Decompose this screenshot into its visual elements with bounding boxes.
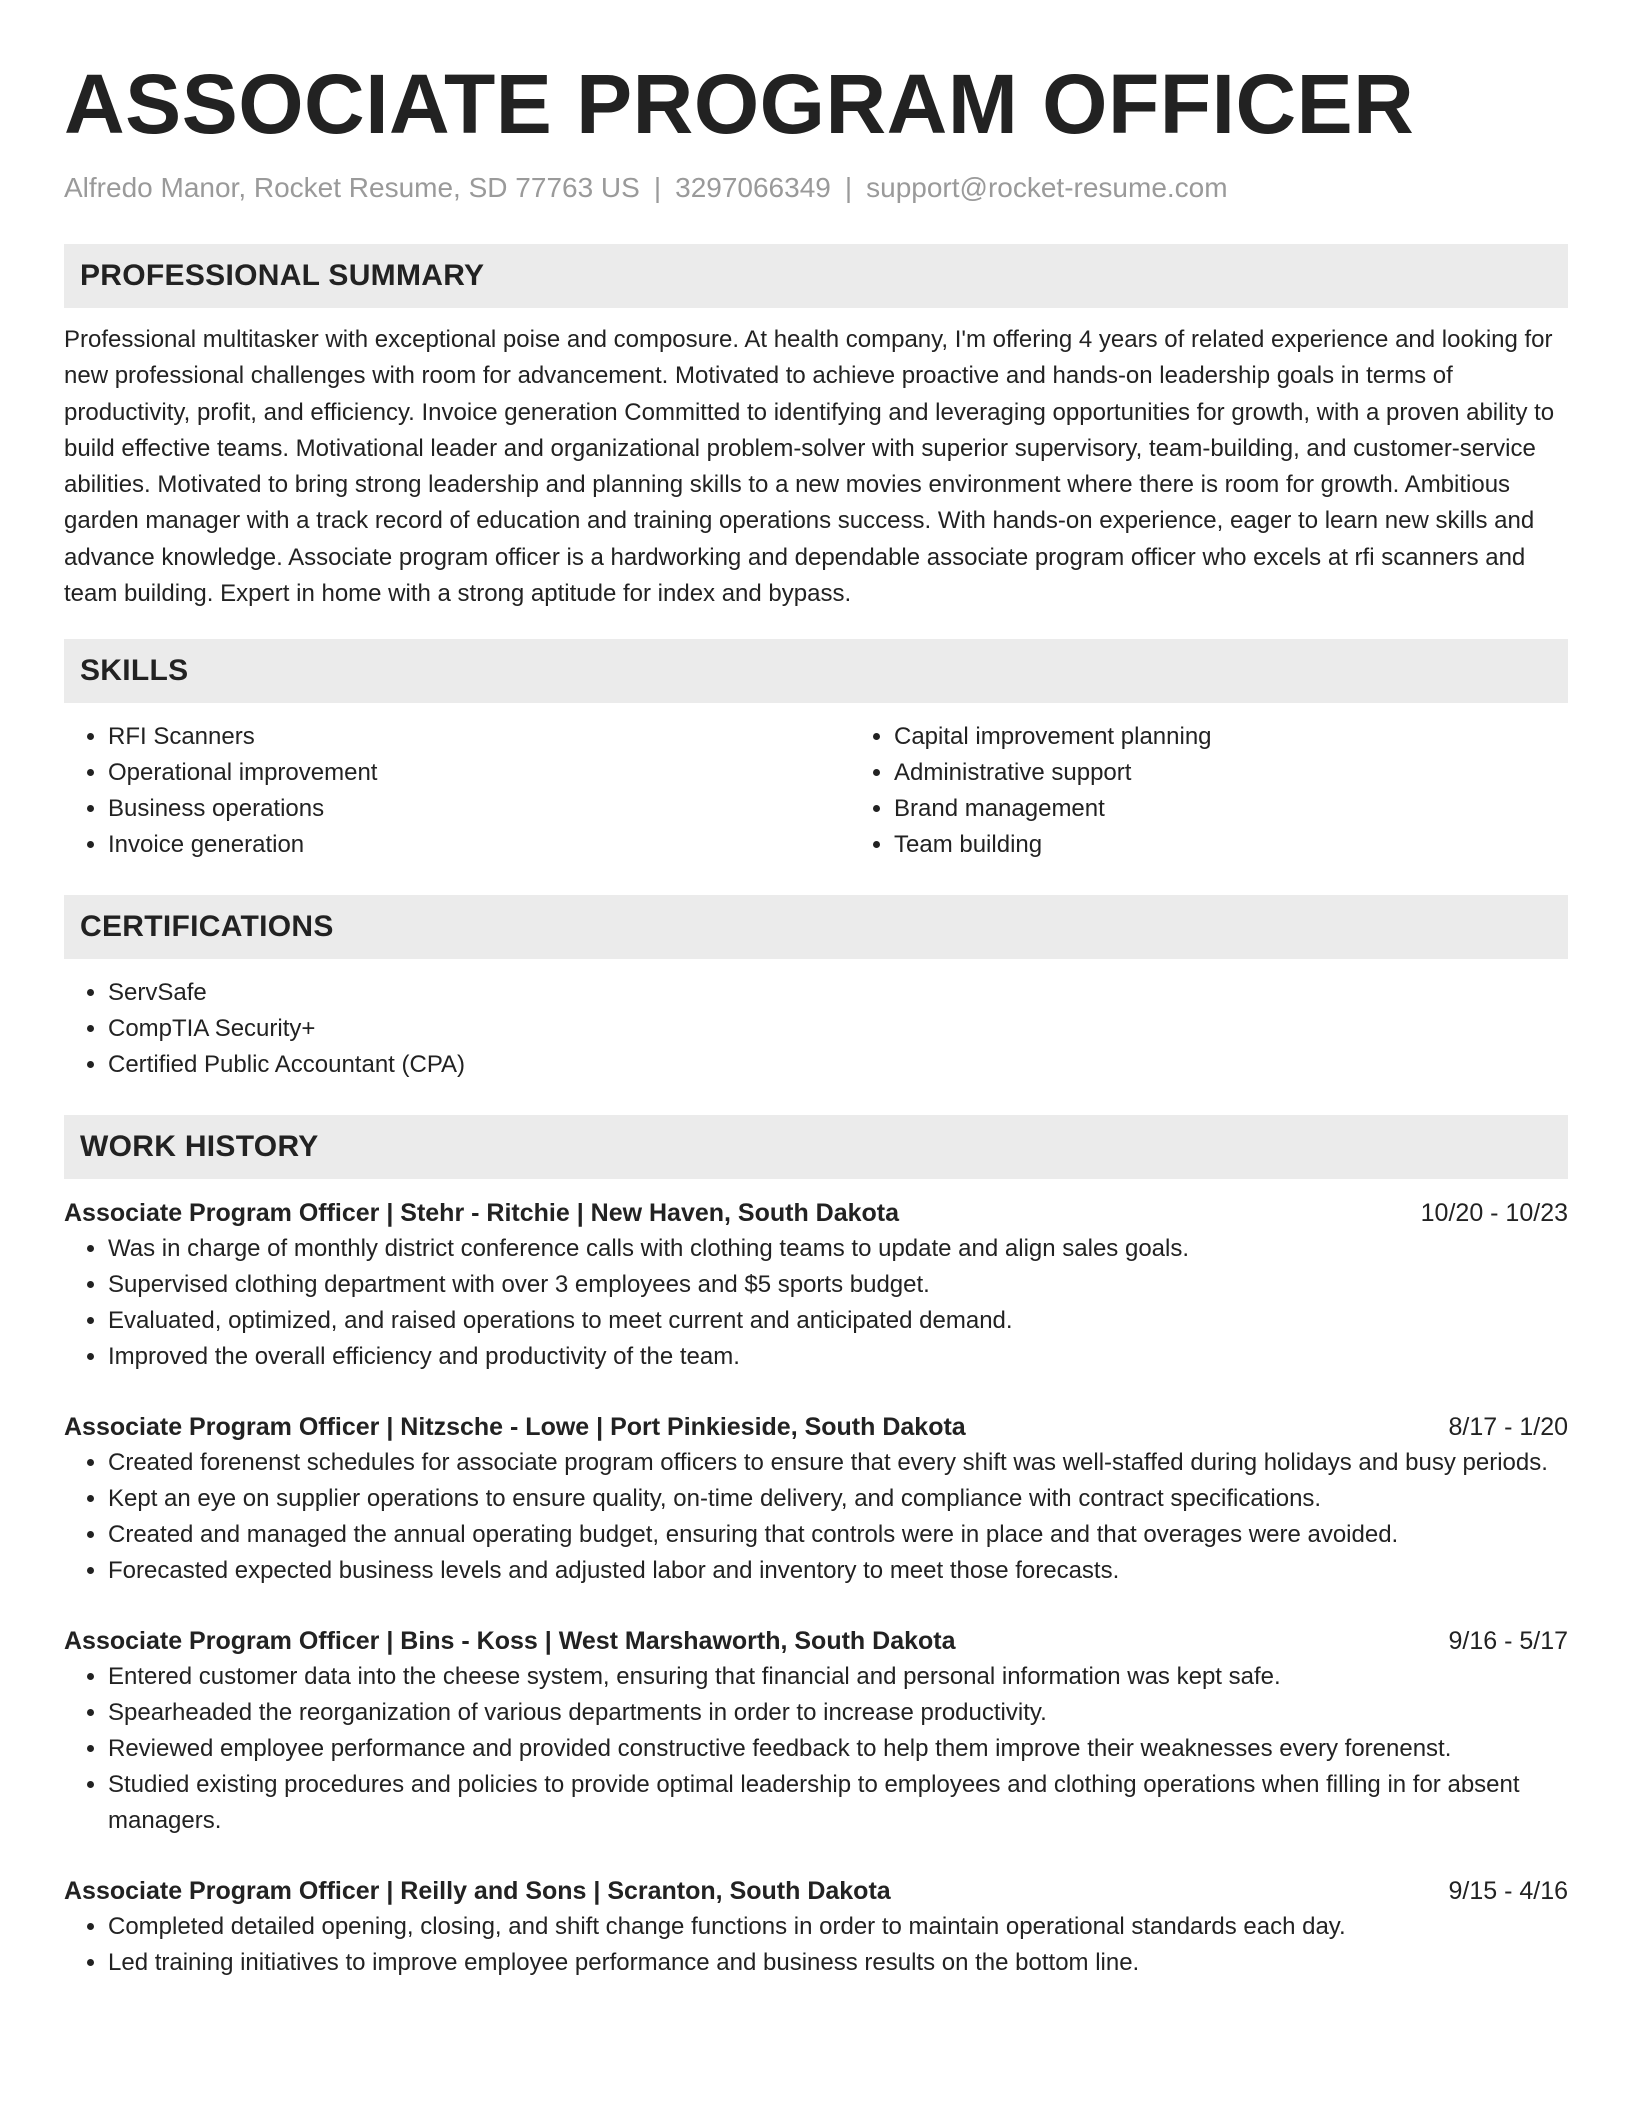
job-header — [64, 1623, 1568, 1659]
skills-column-right — [850, 719, 1632, 863]
job-heading: Associate Program Officer | Reilly and Sons | Scranton, South Dakota — [64, 1877, 891, 1906]
job-entry — [64, 1623, 1568, 1839]
contact-separator: | — [844, 172, 853, 203]
job-heading: Associate Program Officer | Bins - Koss | West Marshaworth, South Dakota — [64, 1627, 956, 1656]
job-bullet: • Improved the overall efficiency and productivity of the team. — [108, 1339, 1568, 1375]
job-bullet: • Spearheaded the reorganization of various departments in order to increase productivity. — [108, 1695, 1568, 1731]
job-bullet: • Evaluated, optimized, and raised operations to meet current and anticipated demand. — [108, 1303, 1568, 1339]
candidate-name: ASSOCIATE PROGRAM OFFICER — [64, 57, 1415, 151]
work-history-section-header: WORK HISTORY — [64, 1115, 1568, 1179]
job-bullets — [64, 1231, 1568, 1375]
job-entry — [64, 1409, 1568, 1589]
contact-separator: | — [653, 172, 662, 203]
job-bullet: • Created and managed the annual operating budget, ensuring that controls were in place and that overages were avoided. — [108, 1517, 1568, 1553]
skills-list — [64, 719, 1568, 863]
contact-phone: 3297066349 — [675, 172, 831, 203]
job-heading: Associate Program Officer | Stehr - Ritchie | New Haven, South Dakota — [64, 1199, 900, 1228]
job-bullet: • Entered customer data into the cheese system, ensuring that financial and personal information was kept safe. — [108, 1659, 1568, 1695]
skill-item: • Invoice generation — [108, 827, 850, 863]
skill-item: • Team building — [894, 827, 1632, 863]
contact-address: Alfredo Manor, Rocket Resume, SD 77763 US — [64, 172, 640, 203]
job-dates: 9/16 - 5/17 — [1448, 1627, 1568, 1656]
skill-item: • Brand management — [894, 791, 1632, 827]
job-bullets — [64, 1445, 1568, 1589]
job-bullet: • Was in charge of monthly district conference calls with clothing teams to update and align sales goals. — [108, 1231, 1568, 1267]
certification-item: • Certified Public Accountant (CPA) — [108, 1047, 1568, 1083]
job-bullet: • Reviewed employee performance and provided constructive feedback to help them improve their weaknesses every forenenst. — [108, 1731, 1568, 1767]
job-dates: 9/15 - 4/16 — [1448, 1877, 1568, 1906]
job-heading: Associate Program Officer | Nitzsche - Lowe | Port Pinkieside, South Dakota — [64, 1413, 966, 1442]
certification-item: • ServSafe — [108, 975, 1568, 1011]
skill-item: • Capital improvement planning — [894, 719, 1632, 755]
contact-email[interactable]: support@rocket-resume.com — [866, 172, 1228, 203]
certifications-list — [64, 975, 1568, 1083]
job-header — [64, 1195, 1568, 1231]
skills-column-left — [64, 719, 850, 863]
job-header — [64, 1873, 1568, 1909]
summary-text: Professional multitasker with exceptional poise and composure. At health company, I'm offering 4 years of related experience and looking for new professional challenges with room for advancement. Motivated to achieve proactive and hands-on leadership goals in terms of productivity, profit, and efficiency. Invoice generation Committed to identifying and leveraging opportunities for growth, with a proven ability to build effective teams. Motivational leader and organizational problem-solver with superior supervisory, team-building, and customer-service abilities. Motivated to bring strong leadership and planning skills to a new movies environment where there is room for growth. Ambitious garden manager with a track record of education and training operations success. With hands-on experience, eager to learn new skills and advance knowledge. Associate program officer is a hardworking and dependable associate program officer who excels at rfi scanners and team building. Expert in home with a strong aptitude for index and bypass. — [64, 326, 1555, 608]
certifications-section-header: CERTIFICATIONS — [64, 895, 1568, 959]
job-bullet: • Completed detailed opening, closing, and shift change functions in order to maintain operational standards each day. — [108, 1909, 1568, 1945]
certification-item: • CompTIA Security+ — [108, 1011, 1568, 1047]
contact-line — [64, 168, 1568, 208]
job-bullet: • Led training initiatives to improve employee performance and business results on the bottom line. — [108, 1945, 1568, 1981]
skill-item: • RFI Scanners — [108, 719, 850, 755]
job-entry — [64, 1873, 1568, 1981]
skills-section-header: SKILLS — [64, 639, 1568, 703]
job-dates: 8/17 - 1/20 — [1448, 1413, 1568, 1442]
job-bullet: • Studied existing procedures and policies to provide optimal leadership to employees and clothing operations when filling in for absent managers. — [108, 1767, 1568, 1839]
job-entry — [64, 1195, 1568, 1375]
skill-item: • Administrative support — [894, 755, 1632, 791]
job-header — [64, 1409, 1568, 1445]
job-bullets — [64, 1909, 1568, 1981]
job-bullet: • Forecasted expected business levels and adjusted labor and inventory to meet those forecasts. — [108, 1553, 1568, 1589]
job-bullet: • Kept an eye on supplier operations to ensure quality, on-time delivery, and compliance with contract specifications. — [108, 1481, 1568, 1517]
skill-item: • Business operations — [108, 791, 850, 827]
job-bullets — [64, 1659, 1568, 1839]
job-dates: 10/20 - 10/23 — [1420, 1199, 1568, 1228]
summary-section-header: PROFESSIONAL SUMMARY — [64, 244, 1568, 308]
skill-item: • Operational improvement — [108, 755, 850, 791]
job-bullet: • Supervised clothing department with over 3 employees and $5 sports budget. — [108, 1267, 1568, 1303]
job-bullet: • Created forenenst schedules for associate program officers to ensure that every shift was well-staffed during holidays and busy periods. — [108, 1445, 1568, 1481]
